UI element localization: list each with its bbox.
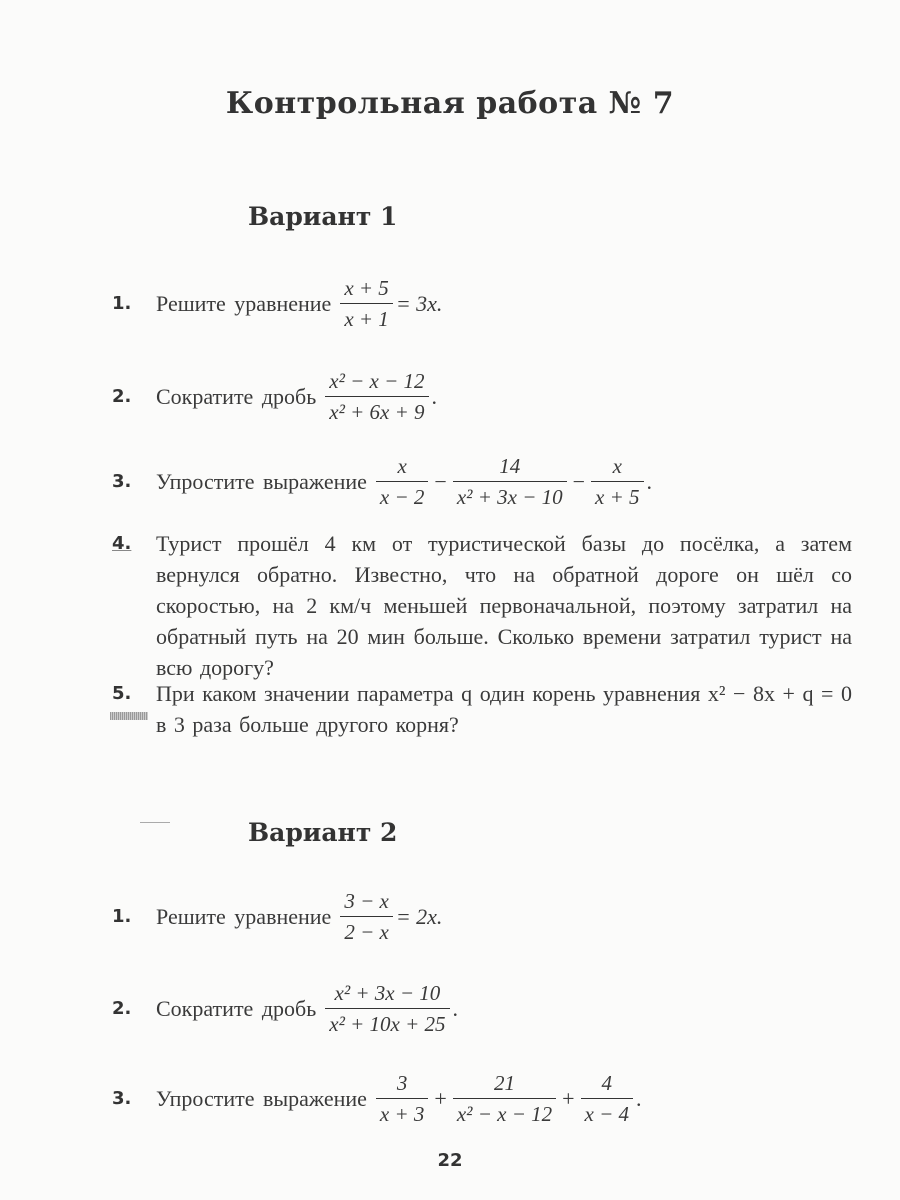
v2-task-3 (112, 1070, 855, 1127)
margin-marker (110, 712, 148, 720)
denominator: x − 4 (581, 1098, 634, 1127)
task-label: Решите уравнение (156, 903, 332, 929)
operator: + (434, 1085, 447, 1111)
v2-task-2 (112, 980, 855, 1037)
denominator: x + 5 (591, 481, 644, 510)
fraction (325, 368, 428, 425)
page-title: Контрольная работа № 7 (225, 86, 675, 121)
equation-tail: . (452, 995, 459, 1021)
numerator: 21 (493, 1071, 515, 1095)
task-number: 1. (112, 292, 132, 314)
numerator: 4 (601, 1071, 613, 1095)
fraction-1 (376, 1070, 429, 1127)
v1-task-5 (112, 678, 852, 740)
task-label: Решите уравнение (156, 290, 332, 316)
variant-1-heading: Вариант 1 (248, 202, 398, 231)
fraction-3 (581, 1070, 634, 1127)
task-number: 3. (112, 1087, 132, 1109)
task-text: Турист прошёл 4 км от туристической базы до посёлка, а затем вернулся обратно. Известно, что на обратной дороге он шёл со скоростью, на 2 км/ч меньшей первоначальной, поэтому затратил на обратный путь на 20 мин больше. Сколько времени затратил турист на всю дорогу? (156, 531, 852, 680)
fraction-1 (376, 453, 429, 510)
task-number: 1. (112, 905, 132, 927)
operator: − (572, 468, 586, 494)
fraction-3 (591, 453, 644, 510)
v1-task-2 (112, 368, 855, 425)
task-number: 2. (112, 385, 132, 407)
denominator: x² + 10x + 25 (325, 1008, 449, 1037)
divider (140, 822, 170, 823)
denominator: x² + 6x + 9 (325, 396, 428, 425)
fraction (340, 888, 393, 945)
task-label: Сократите дробь (156, 383, 317, 409)
task-number: 4. (112, 533, 132, 554)
denominator: x² + 3x − 10 (453, 481, 567, 510)
numerator: 14 (499, 454, 521, 478)
equation-tail: = 2x. (395, 903, 443, 929)
operator: + (562, 1085, 575, 1111)
fraction (325, 980, 449, 1037)
denominator: x + 1 (340, 303, 393, 332)
v1-task-4 (112, 528, 852, 683)
task-number: 2. (112, 997, 132, 1019)
numerator: x + 5 (344, 276, 389, 300)
v1-task-3 (112, 453, 855, 510)
task-text: При каком значении параметра q один корень уравнения x² − 8x + q = 0 в 3 раза больше другого корня? (156, 681, 852, 737)
fraction-2 (453, 1070, 556, 1127)
task-label: Упростите выражение (156, 468, 367, 494)
numerator: x (612, 454, 622, 478)
equation-tail: . (636, 1085, 642, 1111)
numerator: 3 (396, 1071, 408, 1095)
operator: − (434, 468, 447, 494)
equation-tail: = 3x. (395, 290, 443, 316)
task-number: 3. (112, 470, 132, 492)
numerator: x² − x − 12 (329, 369, 425, 393)
equation-tail: . (646, 468, 653, 494)
page-number: 22 (437, 1150, 463, 1171)
variant-2-heading: Вариант 2 (248, 818, 398, 847)
denominator: 2 − x (340, 916, 393, 945)
v2-task-1 (112, 888, 855, 945)
denominator: x + 3 (376, 1098, 429, 1127)
fraction-2 (453, 453, 567, 510)
equation-tail: . (431, 383, 438, 409)
v1-task-1 (112, 275, 855, 332)
task-label: Сократите дробь (156, 995, 317, 1021)
task-label: Упростите выражение (156, 1085, 367, 1111)
fraction (340, 275, 393, 332)
denominator: x − 2 (376, 481, 429, 510)
numerator: x (397, 454, 407, 478)
numerator: x² + 3x − 10 (334, 981, 441, 1005)
numerator: 3 − x (344, 889, 389, 913)
denominator: x² − x − 12 (453, 1098, 556, 1127)
task-number: 5. (112, 683, 132, 704)
